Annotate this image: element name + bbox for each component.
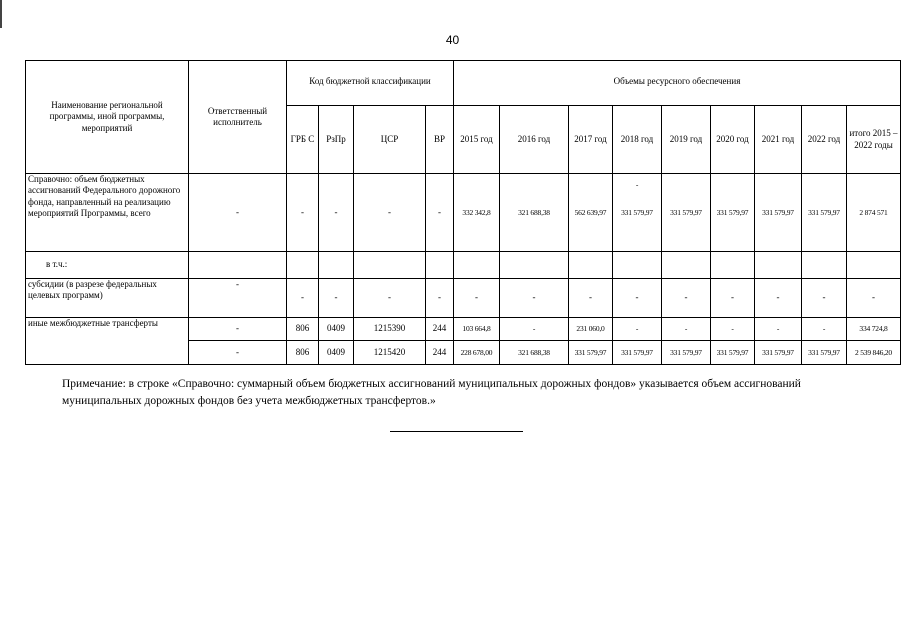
row-name: иные межбюджетные трансферты (26, 318, 189, 365)
header-code-vr: ВР (426, 106, 454, 174)
row-name: Справочно: объем бюджетных ассигнований Федерального дорожного фонда, направленный на реализацию мероприятий Программы, всего (26, 174, 189, 252)
row-value: - (711, 318, 755, 341)
row-value: 331 579,97 (613, 341, 662, 365)
row-value: 321 688,38 (500, 174, 569, 252)
edge-mark (0, 0, 2, 28)
footnote: Примечание: в строке «Справочно: суммарный объем бюджетных ассигнований муниципальных дорожных фондов» указывается объем ассигнований муниципальных дорожных фондов без учета межбюджетных трансфертов.» (62, 378, 801, 408)
row-value: - (613, 279, 662, 318)
header-year-2022: 2022 год (802, 106, 847, 174)
row-name: в т.ч.: (26, 252, 189, 279)
row-value: - (613, 318, 662, 341)
row-value: 331 579,97 (569, 341, 613, 365)
row-total: 2 874 571 (847, 174, 901, 252)
row-executor (189, 252, 287, 279)
row-value-text: 331 579,97 (621, 207, 653, 217)
row-code: - (287, 174, 319, 252)
row-code: - (319, 279, 354, 318)
row-code: 1215420 (354, 341, 426, 365)
header-year-2016: 2016 год (500, 106, 569, 174)
row-value: - (500, 279, 569, 318)
table-row (26, 252, 901, 279)
row-value: - (500, 318, 569, 341)
row-value: - (662, 279, 711, 318)
row-value: 331 579,97 (755, 341, 802, 365)
header-year-2019: 2019 год (662, 106, 711, 174)
row-value (500, 252, 569, 279)
row-value (802, 252, 847, 279)
row-code: 244 (426, 318, 454, 341)
header-row-1 (26, 61, 901, 106)
row-value: - (454, 279, 500, 318)
row-code: 0409 (319, 341, 354, 365)
header-year-2015: 2015 год (454, 106, 500, 174)
header-year-2018: 2018 год (613, 106, 662, 174)
row-value: 332 342,8 (454, 174, 500, 252)
page-number: 40 (445, 33, 460, 47)
row-code: 806 (287, 318, 319, 341)
row-value: 231 060,0 (569, 318, 613, 341)
row-total: 334 724,8 (847, 318, 901, 341)
header-code-csr: ЦСР (354, 106, 426, 174)
row-value: 331 579,97 (802, 341, 847, 365)
row-value (755, 252, 802, 279)
row-code (354, 252, 426, 279)
stray-mark: - (635, 180, 639, 189)
row-code: - (426, 174, 454, 252)
row-value: - (755, 279, 802, 318)
row-code (319, 252, 354, 279)
row-code: - (426, 279, 454, 318)
row-value: 331 579,97 (755, 174, 802, 252)
row-value: 331 579,97 (662, 174, 711, 252)
header-year-2020: 2020 год (711, 106, 755, 174)
row-code: 244 (426, 341, 454, 365)
row-name: субсидии (в разрезе федеральных целевых программ) (26, 279, 189, 318)
row-value: 331 579,97 (711, 174, 755, 252)
row-code: - (354, 279, 426, 318)
row-executor: - (189, 279, 287, 318)
header-year-2017: 2017 год (569, 106, 613, 174)
table-row (26, 279, 901, 318)
header-volume-group: Объемы ресурсного обеспечения (454, 61, 901, 106)
row-code: - (354, 174, 426, 252)
row-value: 562 639,97 (569, 174, 613, 252)
row-code: 0409 (319, 318, 354, 341)
row-total: 2 539 846,20 (847, 341, 901, 365)
header-executor: Ответственный исполнитель (189, 61, 287, 174)
row-value: - (662, 318, 711, 341)
table-row (26, 318, 901, 341)
row-value (454, 252, 500, 279)
row-code (426, 252, 454, 279)
row-value: - (802, 279, 847, 318)
row-value: - (802, 318, 847, 341)
row-value: 331 579,97 (711, 341, 755, 365)
row-executor: - (189, 174, 287, 252)
row-value (569, 252, 613, 279)
row-value: 331 579,97 (802, 174, 847, 252)
row-code: - (319, 174, 354, 252)
row-executor: - (189, 341, 287, 365)
row-code (287, 252, 319, 279)
row-value: 103 664,8 (454, 318, 500, 341)
header-code-rzpr: РзПр (319, 106, 354, 174)
header-code-grbs: ГРБ С (287, 106, 319, 174)
row-code: - (287, 279, 319, 318)
row-total: - (847, 279, 901, 318)
row-value: 321 688,38 (500, 341, 569, 365)
table-row (26, 174, 901, 252)
header-code-group: Код бюджетной классификации (287, 61, 454, 106)
row-value: - (755, 318, 802, 341)
row-value: 331 579,97 (662, 341, 711, 365)
row-value (662, 252, 711, 279)
row-code: 806 (287, 341, 319, 365)
header-name: Наименование региональной программы, иной программы, мероприятий (26, 61, 189, 174)
row-value (711, 252, 755, 279)
row-value: - (711, 279, 755, 318)
row-total (847, 252, 901, 279)
row-code: 1215390 (354, 318, 426, 341)
row-value: 228 678,00 (454, 341, 500, 365)
budget-table (25, 60, 901, 365)
row-value: - (569, 279, 613, 318)
row-value (613, 252, 662, 279)
row-executor: - (189, 318, 287, 341)
header-year-2021: 2021 год (755, 106, 802, 174)
header-total: итого 2015 – 2022 годы (847, 106, 901, 174)
row-value (613, 174, 662, 252)
separator-line (390, 431, 523, 432)
